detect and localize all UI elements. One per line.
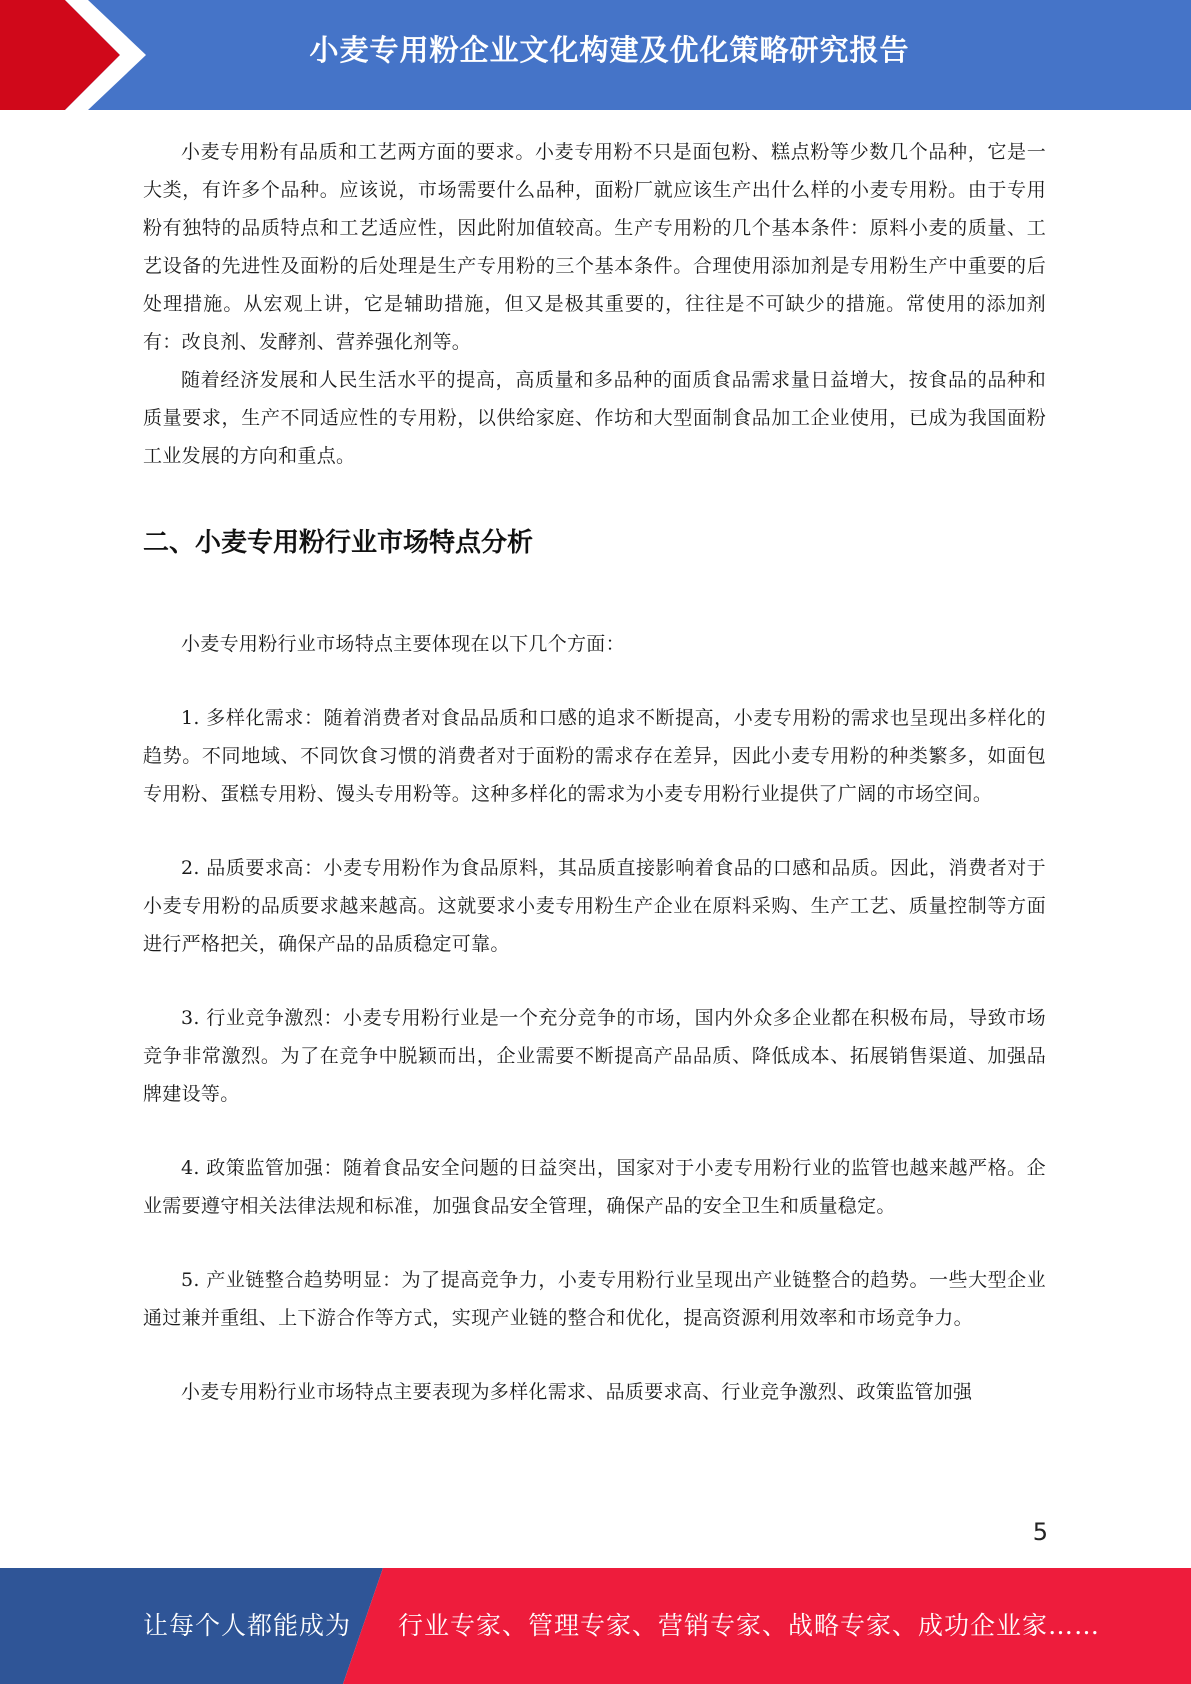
list-item: 5. 产业链整合趋势明显：为了提高竞争力，小麦专用粉行业呈现出产业链整合的趋势。一些大型企业通过兼并重组、上下游合作等方式，实现产业链的整合和优化，提高资源利用效率和市场竞争力。 [143,1269,1046,1329]
list-item: 3. 行业竞争激烈：小麦专用粉行业是一个充分竞争的市场，国内外众多企业都在积极布局，导致市场竞争非常激烈。为了在竞争中脱颖而出，企业需要不断提高产品品质、降低成本、拓展销售渠道、加强品牌建设等。 [143,1007,1046,1105]
page-footer [0,1568,1191,1684]
body-paragraph: 随着经济发展和人民生活水平的提高，高质量和多品种的面质食品需求量日益增大，按食品的品种和质量要求，生产不同适应性的专用粉，以供给家庭、作坊和大型面制食品加工企业使用，已成为我国面粉工业发展的方向和重点。 [143,369,1046,467]
section-intro: 小麦专用粉行业市场特点主要体现在以下几个方面： [181,633,625,655]
page-body [143,133,1046,1411]
report-title: 小麦专用粉企业文化构建及优化策略研究报告 [309,33,910,67]
closing-paragraph: 小麦专用粉行业市场特点主要表现为多样化需求、品质要求高、行业竞争激烈、政策监管加强 [181,1381,973,1403]
body-paragraph: 小麦专用粉有品质和工艺两方面的要求。小麦专用粉不只是面包粉、糕点粉等少数几个品种，它是一大类，有许多个品种。应该说，市场需要什么品种，面粉厂就应该生产出什么样的小麦专用粉。由于专用粉有独特的品质特点和工艺适应性，因此附加值较高。生产专用粉的几个基本条件：原料小麦的质量、工艺设备的先进性及面粉的后处理是生产专用粉的三个基本条件。合理使用添加剂是专用粉生产中重要的后处理措施。从宏观上讲，它是辅助措施，但又是极其重要的，往往是不可缺少的措施。常使用的添加剂有：改良剂、发酵剂、营养强化剂等。 [143,141,1046,353]
page-number: 5 [1032,1518,1048,1546]
section-heading: 二、小麦专用粉行业市场特点分析 [143,528,534,558]
list-item: 1. 多样化需求：随着消费者对食品品质和口感的追求不断提高，小麦专用粉的需求也呈现出多样化的趋势。不同地域、不同饮食习惯的消费者对于面粉的需求存在差异，因此小麦专用粉的种类繁多，如面包专用粉、蛋糕专用粉、馒头专用粉等。这种多样化的需求为小麦专用粉行业提供了广阔的市场空间。 [143,707,1046,805]
list-item: 2. 品质要求高：小麦专用粉作为食品原料，其品质直接影响着食品的口感和品质。因此，消费者对于小麦专用粉的品质要求越来越高。这就要求小麦专用粉生产企业在原料采购、生产工艺、质量控制等方面进行严格把关，确保产品的品质稳定可靠。 [143,857,1046,955]
footer-slogan-left: 让每个人都能成为 [143,1611,352,1640]
footer-slogan-right: 行业专家、管理专家、营销专家、战略专家、成功企业家…… [398,1611,1101,1640]
list-item: 4. 政策监管加强：随着食品安全问题的日益突出，国家对于小麦专用粉行业的监管也越来越严格。企业需要遵守相关法律法规和标准，加强食品安全管理，确保产品的安全卫生和质量稳定。 [143,1157,1046,1217]
page-header [0,0,1191,110]
